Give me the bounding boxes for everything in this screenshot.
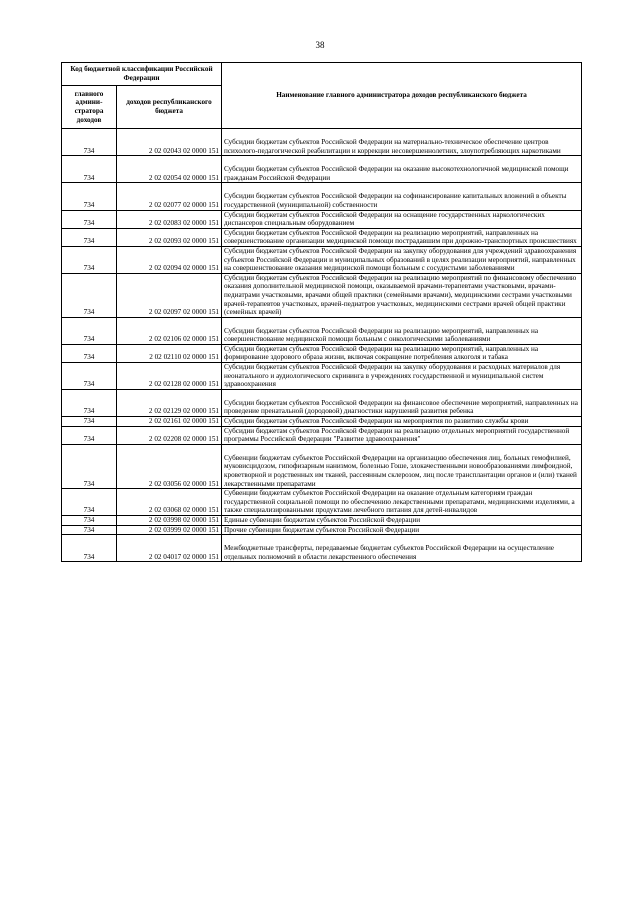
revenue-code-cell: 2 02 02093 02 0000 151 [117,228,222,246]
revenue-name-cell: Субсидии бюджетам субъектов Российской Федерации на реализацию мероприятий, направленных на совершенствование медицинской помощи больным с онкологическими заболеваниями [222,317,582,344]
revenue-name-cell: Субвенции бюджетам субъектов Российской Федерации на организацию обеспечения лиц, больных гемофилией, муковисцидозом, гипофизарным нанизмом, болезнью Гоше, злокачественными новообразованиями лимфоидной, кроветворной и родственных им тканей, рассеянным склерозом, лиц после трансплантации органов и (или) тканей лекарственными препаратами [222,444,582,488]
revenue-code-cell: 2 02 02094 02 0000 151 [117,246,222,273]
table-row [62,156,582,183]
admin-code-cell: 734 [62,344,117,362]
revenue-name-cell: Субсидии бюджетам субъектов Российской Федерации на финансовое обеспечение мероприятий, направленных на проведение пренатальной (дородовой) диагностики нарушений развития ребенка [222,389,582,416]
admin-code-cell: 734 [62,489,117,516]
admin-code-cell: 734 [62,515,117,525]
admin-code-cell: 734 [62,273,117,317]
table-row [62,273,582,317]
admin-code-cell: 734 [62,246,117,273]
revenue-name-cell: Субсидии бюджетам субъектов Российской Федерации на реализацию мероприятий, направленных на совершенствование организации медицинской помощи пострадавшим при дорожно-транспортных происшествиях [222,228,582,246]
table-row [62,363,582,390]
revenue-name-cell: Субсидии бюджетам субъектов Российской Федерации на мероприятия по развитию службы крови [222,417,582,427]
table-row [62,228,582,246]
header-admin-code: главного админи-стратора доходов [62,86,117,129]
admin-code-cell: 734 [62,228,117,246]
table-row [62,489,582,516]
revenue-name-cell: Субсидии бюджетам субъектов Российской Федерации на реализацию отдельных мероприятий государственной программы Российской Федерации "Развитие здравоохранения" [222,426,582,444]
revenue-name-cell: Прочие субвенции бюджетам субъектов Российской Федерации [222,525,582,535]
table-body [62,129,582,562]
admin-code-cell: 734 [62,535,117,562]
table-row [62,444,582,488]
revenue-code-cell: 2 02 02129 02 0000 151 [117,389,222,416]
admin-code-cell: 734 [62,417,117,427]
admin-code-cell: 734 [62,363,117,390]
revenue-code-cell: 2 02 02097 02 0000 151 [117,273,222,317]
table-row [62,317,582,344]
table-row [62,417,582,427]
table-row [62,535,582,562]
revenue-code-cell: 2 02 02128 02 0000 151 [117,363,222,390]
revenue-name-cell: Субсидии бюджетам субъектов Российской Федерации на оказание высокотехнологичной медицинской помощи гражданам Российской Федерации [222,156,582,183]
table-row [62,389,582,416]
admin-code-cell: 734 [62,389,117,416]
revenue-name-cell: Субвенции бюджетам субъектов Российской Федерации на оказание отдельным категориям граждан государственной социальной помощи по обеспечению лекарственными препаратами, медицинскими изделиями, а также специализированными продуктами лечебного питания для детей-инвалидов [222,489,582,516]
table-row [62,183,582,210]
revenue-code-cell: 2 02 02043 02 0000 151 [117,129,222,156]
revenue-name-cell: Субсидии бюджетам субъектов Российской Федерации на реализацию мероприятий по финансовому обеспечению оказания дополнительной медицинской помощи, оказываемой врачами-терапевтами участковыми, врачами-педиатрами участковыми, врачами общей практики (семейными врачами), медицинскими сестрами участковыми врачей-терапевтов участковых, врачей-педиатров участковых, медицинскими сестрами врачей общей практики (семейных врачей) [222,273,582,317]
revenue-name-cell: Субсидии бюджетам субъектов Российской Федерации на оснащение государственных наркологических диспансеров специальным оборудованием [222,210,582,228]
admin-code-cell: 734 [62,525,117,535]
table-row [62,515,582,525]
revenue-name-cell: Субсидии бюджетам субъектов Российской Федерации на материально-техническое обеспечение центров психолого-педагогической реабилитации и коррекции несовершеннолетних, злоупотребляющих наркотиками [222,129,582,156]
table-row [62,426,582,444]
table-row [62,525,582,535]
table-row [62,344,582,362]
header-classification: Код бюджетной классификации Российской Федерации [62,63,222,86]
header-revenue-code: доходов республиканского бюджета [117,86,222,129]
admin-code-cell: 734 [62,156,117,183]
admin-code-cell: 734 [62,183,117,210]
revenue-code-cell: 2 02 02161 02 0000 151 [117,417,222,427]
admin-code-cell: 734 [62,129,117,156]
admin-code-cell: 734 [62,317,117,344]
revenue-code-cell: 2 02 03068 02 0000 151 [117,489,222,516]
revenue-code-cell: 2 02 03998 02 0000 151 [117,515,222,525]
revenue-code-cell: 2 02 02054 02 0000 151 [117,156,222,183]
revenue-code-cell: 2 02 02083 02 0000 151 [117,210,222,228]
page-number: 38 [315,40,325,50]
revenue-name-cell: Единые субвенции бюджетам субъектов Российской Федерации [222,515,582,525]
admin-code-cell: 734 [62,426,117,444]
revenue-name-cell: Субсидии бюджетам субъектов Российской Федерации на реализацию мероприятий, направленных на формирование здорового образа жизни, включая сокращение потребления алкоголя и табака [222,344,582,362]
admin-code-cell: 734 [62,444,117,488]
revenue-code-cell: 2 02 02110 02 0000 151 [117,344,222,362]
revenue-name-cell: Субсидии бюджетам субъектов Российской Федерации на закупку оборудования и расходных материалов для неонатального и аудиологического скрининга в учреждениях государственной и муниципальной систем здравоохранения [222,363,582,390]
revenue-code-cell: 2 02 03056 02 0000 151 [117,444,222,488]
table-row [62,129,582,156]
revenue-code-cell: 2 02 02106 02 0000 151 [117,317,222,344]
revenue-name-cell: Межбюджетные трансферты, передаваемые бюджетам субъектов Российской Федерации на осуществление отдельных полномочий в области лекарственного обеспечения [222,535,582,562]
budget-classification-table [61,62,582,562]
revenue-code-cell: 2 02 03999 02 0000 151 [117,525,222,535]
admin-code-cell: 734 [62,210,117,228]
revenue-code-cell: 2 02 02208 02 0000 151 [117,426,222,444]
revenue-code-cell: 2 02 02077 02 0000 151 [117,183,222,210]
header-admin-name: Наименование главного администратора доходов республиканского бюджета [222,63,582,129]
revenue-name-cell: Субсидии бюджетам субъектов Российской Федерации на софинансирование капитальных вложений в объекты государственной (муниципальной) собственности [222,183,582,210]
revenue-code-cell: 2 02 04017 02 0000 151 [117,535,222,562]
table-row [62,246,582,273]
table-row [62,210,582,228]
revenue-name-cell: Субсидии бюджетам субъектов Российской Федерации на закупку оборудования для учреждений здравоохранения субъектов Российской Федерации и муниципальных образований в целях реализации мероприятий, направленных на совершенствование оказания медицинской помощи больным с сосудистыми заболеваниями [222,246,582,273]
